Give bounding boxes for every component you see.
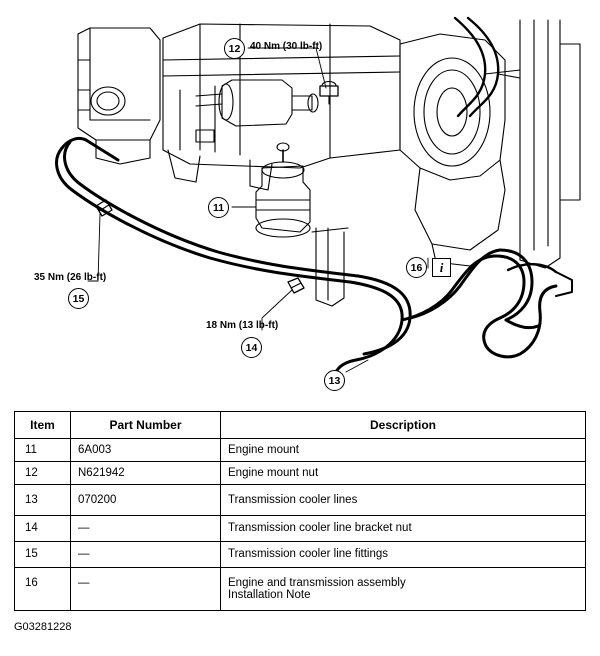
balloon-13 bbox=[324, 370, 345, 391]
cell-part-number: N621942 bbox=[71, 462, 221, 485]
cell-description-line2: Installation Note bbox=[228, 589, 311, 601]
balloon-15 bbox=[68, 288, 89, 309]
cell-part-number: 6A003 bbox=[71, 439, 221, 462]
balloon-12 bbox=[224, 38, 245, 59]
cell-item: 11 bbox=[15, 439, 71, 462]
balloon-14 bbox=[241, 337, 262, 358]
installation-note-icon bbox=[432, 258, 451, 277]
cell-part-number: — bbox=[71, 542, 221, 568]
balloon-13-number: 13 bbox=[328, 374, 341, 387]
column-header-item: Item bbox=[15, 412, 71, 439]
table-row bbox=[15, 485, 586, 516]
cell-description: Transmission cooler lines bbox=[221, 485, 586, 516]
parts-table bbox=[14, 411, 586, 611]
cell-description bbox=[221, 568, 586, 611]
balloon-11-number: 11 bbox=[212, 201, 225, 214]
table-row bbox=[15, 439, 586, 462]
table-row bbox=[15, 516, 586, 542]
cell-item: 14 bbox=[15, 516, 71, 542]
cell-part-number: — bbox=[71, 568, 221, 611]
cell-part-number: 070200 bbox=[71, 485, 221, 516]
balloon-15-number: 15 bbox=[72, 292, 85, 305]
table-row bbox=[15, 568, 586, 611]
info-icon-glyph: i bbox=[439, 259, 444, 275]
torque-label-15-text: 35 Nm (26 lb-ft) bbox=[34, 272, 107, 283]
column-header-description: Description bbox=[221, 412, 586, 439]
balloon-14-number: 14 bbox=[245, 341, 258, 354]
torque-label-12-text: 40 Nm (30 lb-ft) bbox=[250, 41, 323, 52]
table-row bbox=[15, 462, 586, 485]
table-header-row bbox=[15, 412, 586, 439]
column-header-part-number: Part Number bbox=[71, 412, 221, 439]
cell-item: 12 bbox=[15, 462, 71, 485]
balloon-16 bbox=[406, 257, 427, 278]
cell-description: Transmission cooler line fittings bbox=[221, 542, 586, 568]
cell-description: Transmission cooler line bracket nut bbox=[221, 516, 586, 542]
torque-label-12 bbox=[250, 41, 322, 52]
torque-label-15 bbox=[34, 272, 106, 283]
torque-label-14-text: 18 Nm (13 lb-ft) bbox=[206, 320, 279, 331]
cell-description-line1: Engine and transmission assembly bbox=[228, 577, 406, 589]
cell-item: 16 bbox=[15, 568, 71, 611]
balloon-11 bbox=[208, 197, 229, 218]
balloon-16-number: 16 bbox=[410, 261, 423, 274]
cell-description: Engine mount nut bbox=[221, 462, 586, 485]
torque-label-14 bbox=[206, 320, 278, 331]
figure-id-label: G03281228 bbox=[14, 621, 72, 633]
balloon-12-number: 12 bbox=[228, 42, 241, 55]
cell-part-number: — bbox=[71, 516, 221, 542]
table-row bbox=[15, 542, 586, 568]
cell-item: 15 bbox=[15, 542, 71, 568]
cell-description: Engine mount bbox=[221, 439, 586, 462]
cell-item: 13 bbox=[15, 485, 71, 516]
